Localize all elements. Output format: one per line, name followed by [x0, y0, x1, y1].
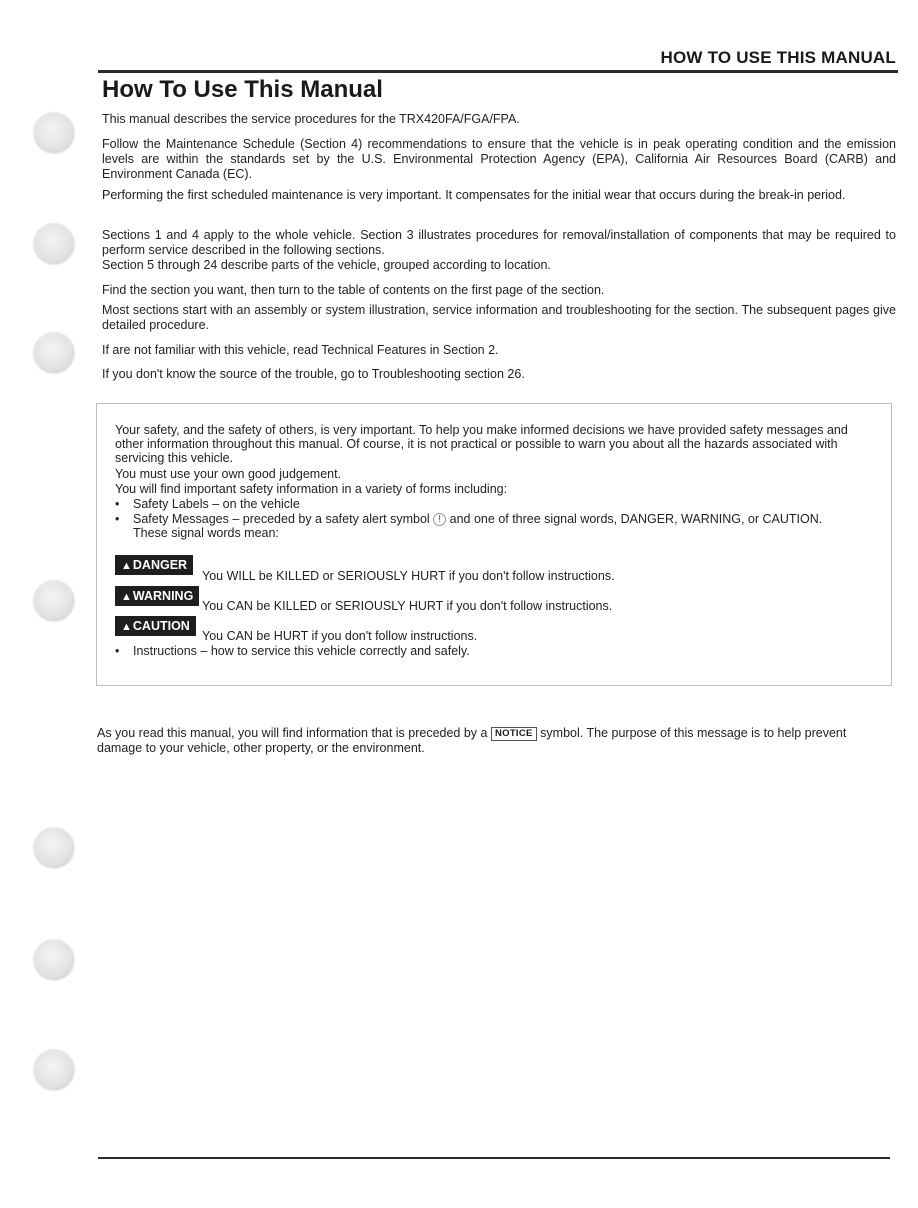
notice-text-after: symbol. The purpose of this message is to help prevent damage to your vehicle, other property, or the environment. — [97, 726, 847, 755]
notice-badge: NOTICE — [491, 727, 537, 741]
binder-hole-1 — [34, 113, 74, 153]
paragraph-section-structure: Most sections start with an assembly or system illustration, service information and troubleshooting for the section. The subsequent pages give detailed procedure. — [102, 303, 896, 332]
caution-badge — [115, 616, 196, 636]
bullet-safety-messages-after: and one of three signal words, DANGER, WARNING, or CAUTION. — [449, 512, 823, 526]
header-rule — [98, 70, 898, 73]
binder-hole-5 — [34, 828, 74, 868]
binder-hole-7 — [34, 1050, 74, 1090]
footer-rule — [98, 1157, 890, 1159]
paragraph-sections-1-4: Sections 1 and 4 apply to the whole vehicle. Section 3 illustrates procedures for removal/installation of components that may be required to perform service described in the following sections. — [102, 228, 896, 257]
warning-label: WARNING — [132, 589, 194, 603]
caution-label: CAUTION — [132, 619, 190, 633]
bullet-mark: • — [115, 512, 120, 526]
notice-text-before: As you read this manual, you will find information that is preceded by a — [97, 726, 488, 740]
warning-badge — [115, 586, 199, 606]
warning-message: You CAN be KILLED or SERIOUSLY HURT if you don't follow instructions. — [202, 599, 613, 613]
paragraph-scope: This manual describes the service procedures for the TRX420FA/FGA/FPA. — [102, 112, 520, 126]
caution-message: You CAN be HURT if you don't follow instructions. — [202, 629, 478, 643]
warning-triangle-icon: ▲ — [121, 591, 132, 603]
binder-hole-4 — [34, 581, 74, 621]
bullet-safety-messages — [133, 512, 883, 526]
safety-alert-icon: ! — [433, 513, 446, 526]
danger-label: DANGER — [132, 558, 188, 572]
danger-message: You WILL be KILLED or SERIOUSLY HURT if you don't follow instructions. — [202, 569, 615, 583]
paragraph-first-maintenance: Performing the first scheduled maintenance is very important. It compensates for the initial wear that occurs during the break-in period. — [102, 188, 846, 202]
paragraph-technical-features: If are not familiar with this vehicle, read Technical Features in Section 2. — [102, 343, 499, 357]
binder-hole-6 — [34, 940, 74, 980]
bullet-instructions: Instructions – how to service this vehicle correctly and safely. — [133, 644, 470, 658]
safety-intro: Your safety, and the safety of others, is very important. To help you make informed decisions we have provided safety messages and other information throughout this manual. Of course, it is not practical or possible to warn you about all the hazards associated with servicing this vehicle. — [115, 423, 848, 465]
warning-triangle-icon: ▲ — [121, 621, 132, 633]
safety-judgement: You must use your own good judgement. — [115, 467, 342, 481]
bullet-safety-labels: Safety Labels – on the vehicle — [133, 497, 300, 511]
running-header: HOW TO USE THIS MANUAL — [660, 48, 896, 67]
warning-triangle-icon: ▲ — [121, 560, 132, 572]
danger-badge — [115, 555, 193, 575]
paragraph-troubleshooting: If you don't know the source of the trouble, go to Troubleshooting section 26. — [102, 367, 525, 381]
bullet-mark: • — [115, 644, 120, 658]
bullet-safety-messages-before: Safety Messages – preceded by a safety alert symbol — [133, 512, 430, 526]
safety-forms-intro: You will find important safety information in a variety of forms including: — [115, 482, 508, 496]
page-title: How To Use This Manual — [102, 76, 383, 103]
binder-hole-2 — [34, 224, 74, 264]
paragraph-find-section: Find the section you want, then turn to the table of contents on the first page of the section. — [102, 283, 605, 297]
bullet-safety-messages-cont: These signal words mean: — [133, 526, 279, 540]
safety-information-box — [96, 403, 892, 686]
notice-paragraph — [97, 726, 887, 756]
paragraph-sections-5-24: Section 5 through 24 describe parts of the vehicle, grouped according to location. — [102, 258, 551, 272]
bullet-mark: • — [115, 497, 120, 511]
binder-hole-3 — [34, 333, 74, 373]
paragraph-maintenance-schedule: Follow the Maintenance Schedule (Section 4) recommendations to ensure that the vehicle is in peak operating condition and the emission levels are within the standards set by the U.S. Environmental Protection Agency (EPA), California Air Resources Board (CARB) and Environment Canada (EC). — [102, 137, 896, 181]
